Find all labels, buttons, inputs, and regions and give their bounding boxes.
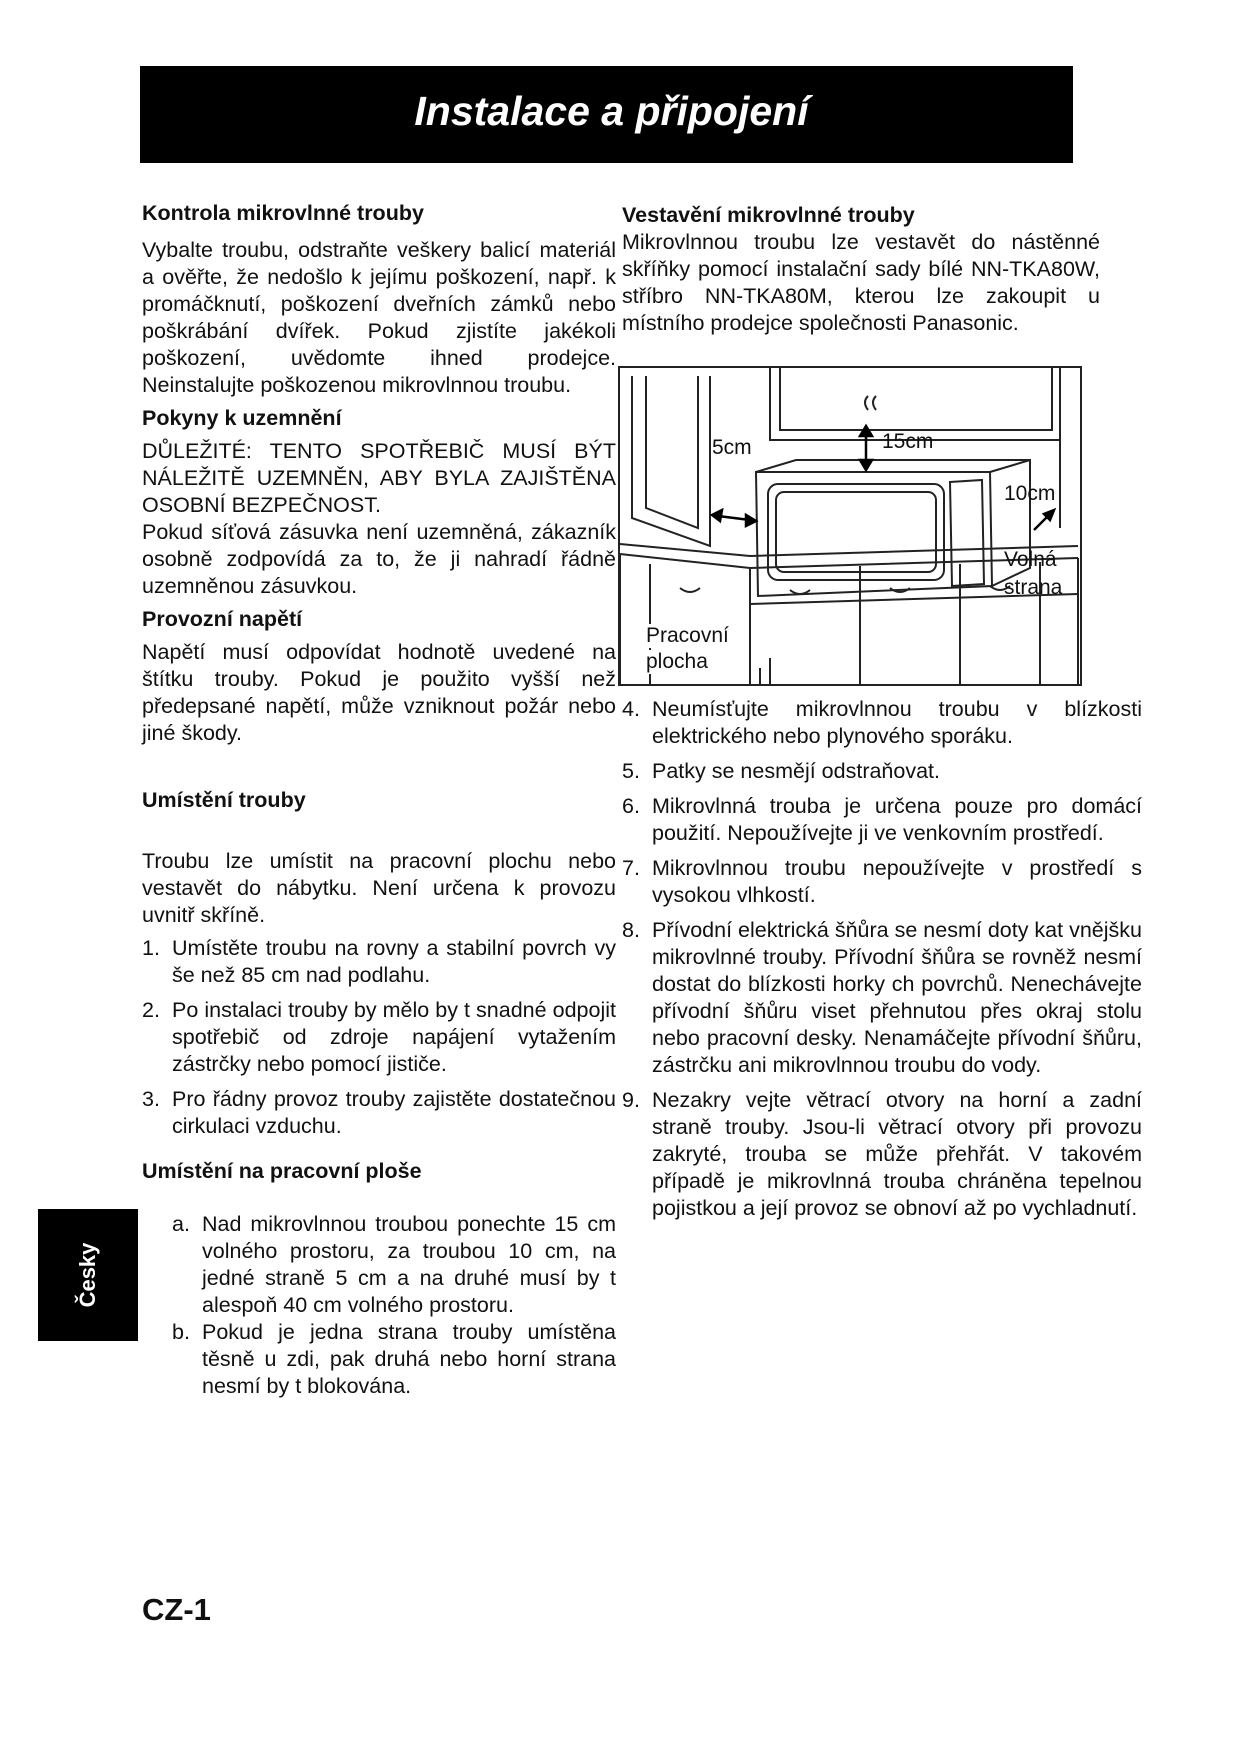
section-heading-plocha: Umístění na pracovní ploše bbox=[142, 1159, 422, 1183]
label-plocha: plocha bbox=[646, 650, 708, 673]
napeti-text: Napětí musí odpovídat hodnotě uvedené na štítku trouby. Pokud je použito vyšší než předepsané napětí, může vzniknout požár nebo jiné škody. bbox=[142, 640, 616, 745]
list-item: 5. Patky se nesmějí odstraňovat. bbox=[622, 759, 941, 783]
section-heading-vestaveni: Vestavění mikrovlnné trouby bbox=[622, 203, 915, 227]
vestaveni-text: Mikrovlnnou troubu lze vestavět do nástěnné skříňky pomocí instalační sady bílé NN-TKA80W, stříbro NN-TKA80M, kterou lze zakoupit u místního prodejce společnosti Panasonic. bbox=[622, 230, 1100, 335]
label-strana: strana bbox=[1004, 576, 1063, 599]
language-tab bbox=[38, 1209, 138, 1341]
list-item: 3. Pro řádny provoz trouby zajistěte dostatečnou cirkulaci vzduchu. bbox=[142, 1087, 616, 1138]
uzemneni-warning: DŮLEŽITÉ: TENTO SPOTŘEBIČ MUSÍ BÝT NÁLEŽITĚ UZEMNĚN, ABY BYLA ZAJIŠTĚNA OSOBNÍ BEZPEČNOST. bbox=[142, 439, 616, 517]
list-item: b. Pokud je jedna strana trouby umístěna těsně u zdi, pak druhá nebo horní strana nesmí by t blokována. bbox=[172, 1320, 616, 1398]
label-15cm: 15cm bbox=[882, 430, 934, 453]
list-item: 8. Přívodní elektrická šňůra se nesmí doty kat vnějšku mikrovlnné trouby. Přívodní šňůra se rovněž nesmí dostat do blízkosti horky ch povrchů. Nenechávejte přívodní šňůru viset přehnutou přes okraj stolu nebo pracovní desky. Nenamáčejte přívodní šňůru, zástrčku ani mikrovlnnou troubu do vody. bbox=[622, 918, 1142, 1077]
list-item: a. Nad mikrovlnnou troubou ponechte 15 cm volného prostoru, za troubou 10 cm, na jedné straně 5 cm a na druhé musí by t alespoň 40 cm volného prostoru. bbox=[172, 1212, 616, 1317]
umisteni-text: Troubu lze umístit na pracovní plochu nebo vestavět do nábytku. Není určena k provozu uvnitř skříně. bbox=[142, 849, 616, 927]
label-5cm: 5cm bbox=[712, 436, 752, 459]
right-column-list bbox=[622, 696, 1142, 1230]
label-10cm: 10cm bbox=[1004, 482, 1056, 505]
safety-list bbox=[622, 696, 1142, 1222]
label-volna: Volná bbox=[1004, 548, 1057, 571]
plocha-list bbox=[142, 1211, 616, 1400]
label-pracovni: Pracovní bbox=[646, 624, 729, 647]
section-heading-uzemneni: Pokyny k uzemnění bbox=[142, 406, 342, 430]
kontrola-text: Vybalte troubu, odstraňte veškery balicí materiál a ověřte, že nedošlo k jejímu poškození, např. k promáčknutí, poškození dveřních zámků nebo poškrábání dvířek. Pokud zjistíte jakékoli poškození, uvědomte ihned prodejce. Neinstalujte poškozenou mikrovlnnou troubu. bbox=[142, 238, 616, 397]
list-item: 4. Neumísťujte mikrovlnnou troubu v blízkosti elektrického nebo plynového sporáku. bbox=[622, 697, 1142, 748]
list-item: 9. Nezakry vejte větrací otvory na horní a zadní straně trouby. Jsou-li větrací otvory při provozu zakryté, trouba se může přehřát. V takovém případě je mikrovlnná trouba chráněna tepelnou pojistkou a její provoz se obnoví až po vychladnutí. bbox=[622, 1088, 1142, 1220]
uzemneni-text: Pokud síťová zásuvka není uzemněná, zákazník osobně zodpovídá za to, že ji nahradí řádně uzemněnou zásuvkou. bbox=[142, 520, 616, 598]
left-column bbox=[142, 200, 616, 1400]
list-item: 6. Mikrovlnná trouba je určena pouze pro domácí použití. Nepoužívejte ji ve venkovním prostředí. bbox=[622, 794, 1142, 845]
list-item: 2. Po instalaci trouby by mělo by t snadné odpojit spotřebič od zdroje napájení vytažením zástrčky nebo pomocí jističe. bbox=[142, 998, 616, 1076]
list-item: 7. Mikrovlnnou troubu nepoužívejte v prostředí s vysokou vlhkostí. bbox=[622, 856, 1142, 907]
page-number: CZ-1 bbox=[142, 1592, 211, 1627]
list-item: 1. Umístěte troubu na rovny a stabilní povrch vy še než 85 cm nad podlahu. bbox=[142, 936, 616, 987]
title-banner bbox=[140, 66, 1073, 163]
section-heading-umisteni: Umístění trouby bbox=[142, 788, 306, 812]
language-tab-label: Česky bbox=[75, 1242, 100, 1308]
page-title: Instalace a připojení bbox=[414, 88, 809, 134]
umisteni-list bbox=[142, 935, 616, 1140]
section-heading-napeti: Provozní napětí bbox=[142, 607, 303, 631]
section-heading-kontrola: Kontrola mikrovlnné trouby bbox=[142, 201, 424, 225]
microwave-clearance-diagram bbox=[618, 366, 1082, 686]
right-column-top bbox=[622, 202, 1100, 337]
